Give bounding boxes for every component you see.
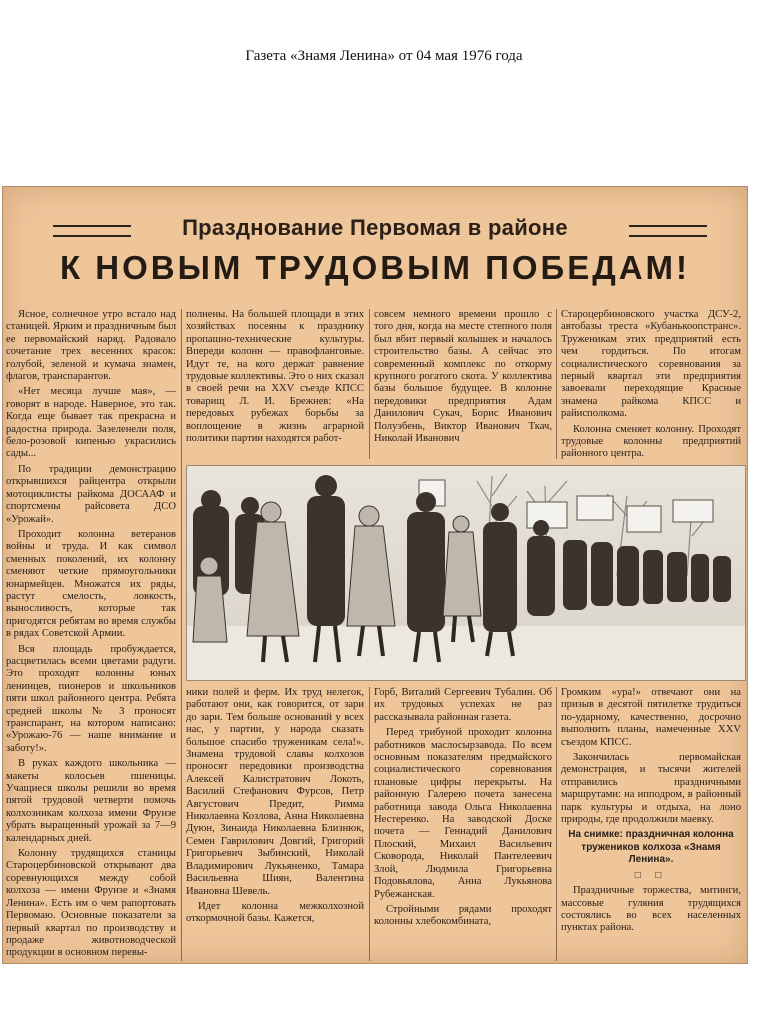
article-column-3 — [374, 309, 552, 461]
closing-paragraph: Праздничные торжества, митинги, массовые гуляния трудящихся состоялись во всех населенных пунктах района. — [561, 885, 741, 934]
column-divider — [181, 309, 182, 961]
paragraph: ники полей и ферм. Их труд нелегок, работают они, как говорится, от зари до зари. Тем больше оснований у всех нас, у партии, у народа сказать большое спасибо труженикам села!». Знамена трудовой славы колхозов проносят передовики производства Алексей Калистратович Локоть, Василий Стефанович Фурсов, Петр Августович Предит, Римма Николаевна Козлова, Анна Николаевна Дуюн, Зинаида Николаевна Близнюк, Семен Гаврилович Довгий, Григорий Григорьевич Зыбинский, Николай Владимирович Лукьяненко, Тамара Васильевна Шиян, Валентина Ивановна Шевель. — [186, 687, 364, 897]
paragraph: Колонна сменяет колонну. Проходят трудовые колонны предприятий районного центра. — [561, 423, 741, 460]
subheadline: Празднование Первомая в районе — [182, 215, 568, 240]
paragraph: полнены. На большей площади в этих хозяйствах посеяны к празднику пропашно-технические культуры. Впереди колонн — правофланговые. Идут те, на кого держат равнение трудовые коллективы. Это о них сказал в своей речи на XXV съезде КПСС товарищ Л. И. Брежнев: «На передовых рубежах борьбы за воплощение в жизнь аграрной политики партии находятся работ- — [186, 309, 364, 445]
article-column-4 — [561, 309, 741, 461]
subheadline-rule-right — [629, 225, 707, 237]
section-separator: □ □ — [634, 869, 668, 881]
paragraph: По традиции демонстрацию открывшихся райцентра открыли мотоциклисты райкома ДОСААФ и спортсмены райсовета ДСО «Урожай». — [6, 463, 176, 525]
paragraph: В руках каждого школьника — макеты колосьев пшеницы. Учащиеся школы решили во время пятой трудовой четверти помочь колхозникам колхоза имени Фрунзе убрать выращенный урожай за 7—9 календарных дней. — [6, 758, 176, 844]
paragraph: Вся площадь пробуждается, расцветилась всеми цветами радуги. Это проходят колонны юных ленинцев, пионеров и школьников пяти школ районного центра. Ребята средней школы № 3 проносят транспарант, на котором написано: «Урожаю-76 — наше внимание и заботу!». — [6, 643, 176, 754]
paragraph: Колонну трудящихся станицы Староцербиновской открывают два соревнующихся между собой колхоза — имени Фрунзе и «Знамя Ленина». Есть им о чем рапортовать Первомаю. Основные показатели за первый квартал по производству и продаже животноводческой продукции в основном перевы- — [6, 848, 176, 959]
photo-caption: На снимке: праздничная колонна тружеников колхоза «Знамя Ленина». — [568, 829, 734, 866]
parade-photo-image — [187, 466, 745, 680]
article-column-3-lower — [374, 687, 552, 961]
paragraph: Идет колонна межколхозной откормочной базы. Кажется, — [186, 900, 364, 925]
paragraph: Проходит колонна ветеранов войны и труда. И как символ сменных поколений, их колонну сменяют четкие прямоугольники юнармейцев. Множатся их ряды, растут смелость, ловкость, выносливость, которые так пригодятся ребятам во время службы в рядах Советской Армии. — [6, 528, 176, 640]
paragraph: Перед трибуной проходит колонна работников маслосырзавода. По всем основным показателям предмайского социалистического соревнования плановые цифры перекрыты. На районную Галерею почета занесена работница завода Ольга Николаевна Нестеренко. На заводской Доске почета — Геннадий Данилович Плоский, Михаил Васильевич Сковорода, Николай Пантелеевич Злой, Людмила Григорьевна Подовьялова, Анна Лукьянова Рубежанская. — [374, 727, 552, 900]
subheadline-row — [43, 215, 707, 245]
paragraph: Горб, Виталий Сергеевич Тубалин. Об их трудовых успехах не раз рассказывала районная газета. — [374, 687, 552, 723]
parade-photo — [186, 465, 746, 681]
column-divider — [369, 309, 370, 459]
column-divider — [369, 687, 370, 961]
page-caption: Газета «Знамя Ленина» от 04 мая 1976 года — [245, 48, 523, 64]
column-divider — [556, 309, 557, 459]
paragraph: Громким «ура!» отвечают они на призыв в десятой пятилетке трудиться по-ударному, качественно, досрочно выполнить планы, намеченные XXV съездом КПСС. — [561, 687, 741, 748]
paragraph: Закончилась первомайская демонстрация, и тысячи жителей отправились праздничными маршрутами: на ипподром, в районный парк культуры и отдыха, на лоно природы, где продолжили маевку. — [561, 752, 741, 826]
paragraph: Ясное, солнечное утро встало над станицей. Ярким и праздничным был ее первомайский наряд. Радовало сочетание трех весенних красок: голубой, зеленой и кумача знамен, флагов, транспарантов. — [6, 309, 176, 383]
column-divider — [556, 687, 557, 961]
article-column-2 — [186, 309, 364, 461]
article-column-4-lower — [561, 687, 741, 961]
article-column-1 — [6, 309, 176, 961]
paragraph: Староцербиновского участка ДСУ-2, автобазы треста «Кубанькоопстранс». Труженикам этих предприятий есть чем гордиться. По итогам социалистического соревнования за первый квартал эти предприятия завоевали переходящие Красные знамена райкома КПСС и райисполкома. — [561, 309, 741, 420]
article-column-2-lower — [186, 687, 364, 961]
headline: К НОВЫМ ТРУДОВЫМ ПОБЕДАМ! — [59, 249, 691, 286]
newspaper-clipping — [2, 186, 748, 964]
paragraph: совсем немного времени прошло с того дня, когда на месте степного поля был вбит первый колышек и началось строительство базы. А сейчас это современный комплекс по откорму крупного рогатого скота. У коллектива базы большое будущее. В колонне передовики предприятия Адам Данилович Сукач, Борис Иванович Полуэбень, Виктор Иванович Ткач, Николай Иванович — [374, 309, 552, 445]
paragraph: «Нет месяца лучше мая», — говорят в народе. Наверное, это так. Когда еще бывает так прекрасна и радостна природа. Зазеленели поля, бело-розовой кипенью украсились сады... — [6, 386, 176, 460]
paragraph: Стройными рядами проходят колонны хлебокомбината, — [374, 903, 552, 928]
